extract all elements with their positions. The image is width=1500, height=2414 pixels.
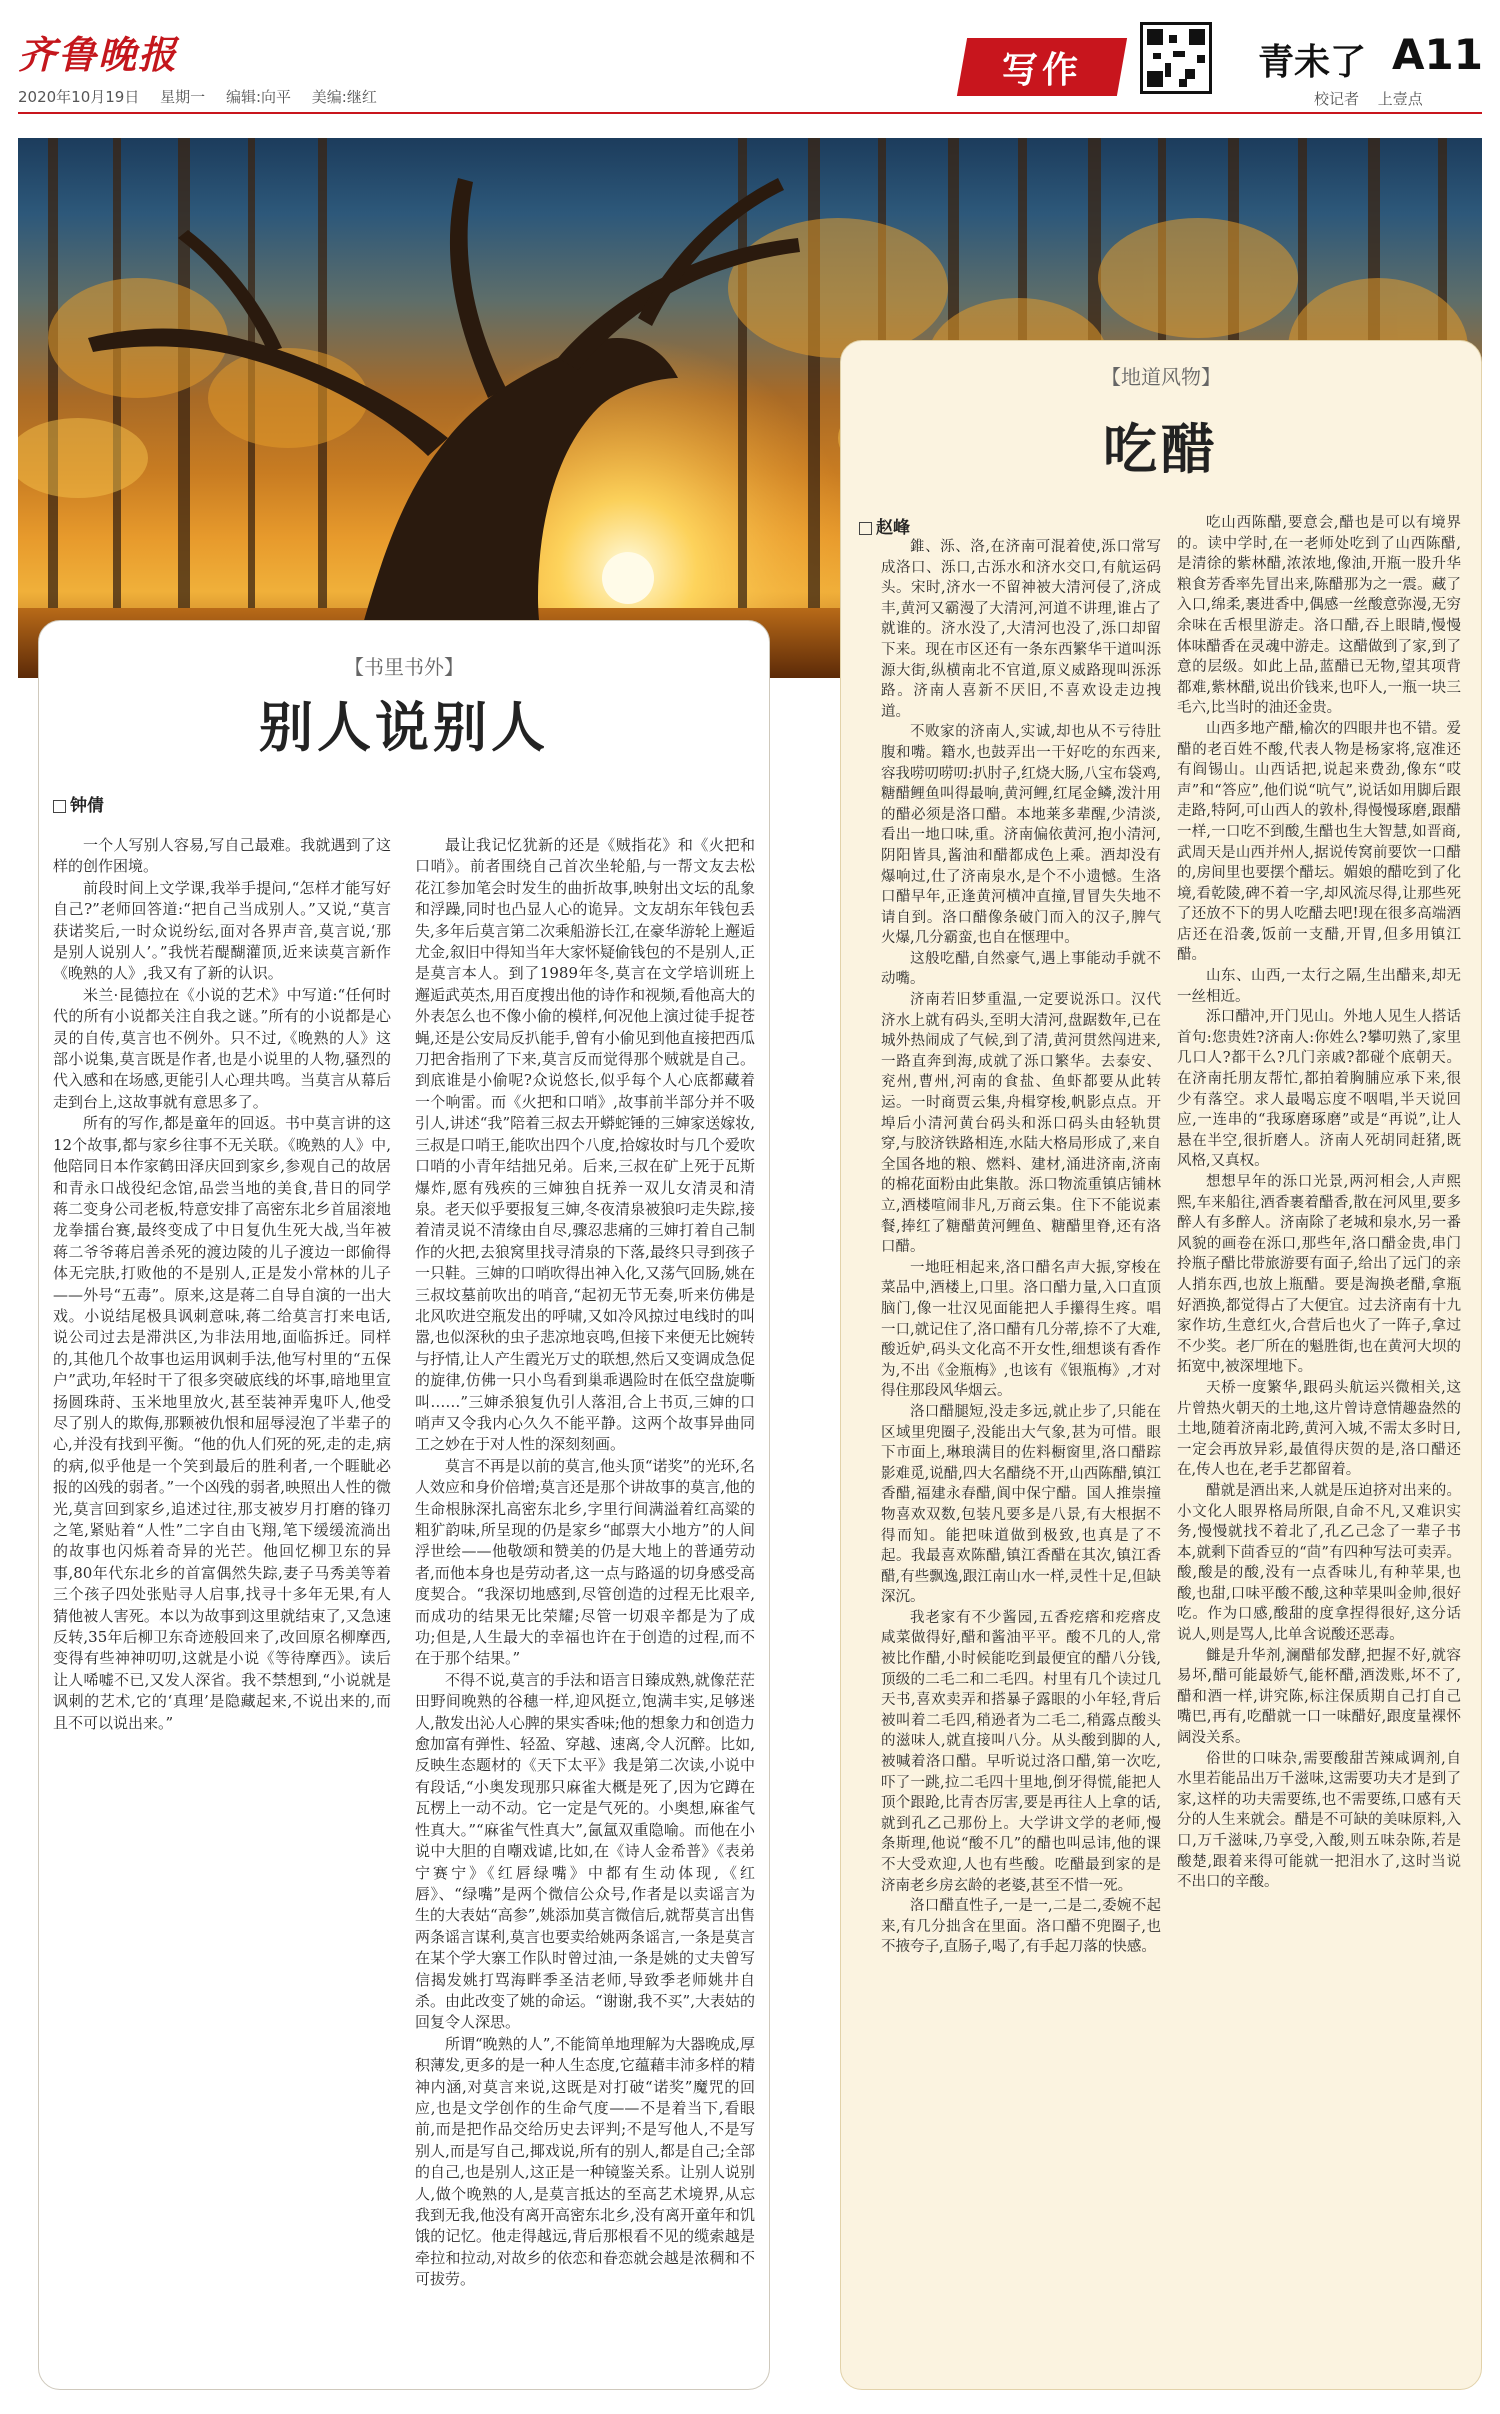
article-paragraph: 吃山西陈醋,要意会,醋也是可以有境界的。读中学时,在一老师处吃到了山西陈醋,是清徐的紫林醋,浓浓地,像油,开瓶一股升华粮食芳香率先冒出来,陈醋那为之一震。藏了入口,绵柔,裹进香中,偶感一丝酸意弥漫,无穷余味在舌根里游走。洛口醋,吞上眼睛,慢慢体味醋香在灵魂中游走。这醋做到了家,到了意的层级。如此上品,蓝醋已无物,望其项背都难,紫林醋,说出价钱来,也吓人,一瓶一块三毛六,比当时的油还金贵。 — [1177, 515, 1461, 717]
author-box-icon — [859, 522, 872, 535]
article-paragraph: 我老家有不少酱园,五香疙瘩和疙瘩皮咸菜做得好,醋和酱油平平。酸不几的人,常被比作醋,小时候能吃到最便宜的醋八分钱,顶级的二毛二和二毛四。村里有几个读过几天书,喜欢卖弄和搭暴子露眼的小年轻,背后被叫着二毛四,稍逊者为二毛二,稍露点酸头的滋味人,就直接叫八分。从头酸到脚的人,被喊着洛口醋。早听说过洛口醋,第一次吃,吓了一跳,拉二毛四十里地,倒牙得慌,能把人顶个跟跄,比青杏厉害,要是再往人上拿的话,就到孔乙己那份上。大学讲文学的老师,慢条斯理,他说“酸不几”的醋也叫忌讳,他的课不大受欢迎,人也有些酸。吃醋最到家的是济南老乡房玄龄的老婆,甚至不惜一死。 — [881, 1609, 1161, 1894]
article-paragraph: 不得不说,莫言的手法和语言日臻成熟,就像茫茫田野间晚熟的谷穗一样,迎风挺立,饱满丰实,足够迷人,散发出沁人心脾的果实香味;他的想象力和创造力愈加富有弹性、轻盈、穿越、速离,令人沉醉。比如,反映生态题材的《天下太平》我是第二次读,小说中有段话,“小奥发现那只麻雀大概是死了,因为它蹲在瓦楞上一动不动。它一定是气死的。小奥想,麻雀气性真大。”“麻雀气性真大”,氤氲双重隐喻。而他在小说中大胆的自嘲戏谑,比如,在《诗人金希普》《表弟宁赛宁》《红唇绿嘴》中都有生动体现,《红唇》、“绿嘴”是两个微信公众号,作者是以卖谣言为生的大表姑“高参”,姚添加莫言微信后,就帮莫言出售两条谣言谋利,莫言也要卖给姚两条谣言,一条是莫言在某个学大寨工作队时曾过油,一条是姚的丈夫曾写信揭发姚打骂海畔季圣洁老师,导致季老师姚井自杀。由此改变了姚的命运。“谢谢,我不买”,大表姑的回复令人深思。 — [415, 1670, 755, 2032]
article-paragraph: 一地旺相起来,洛口醋名声大振,穿梭在菜品中,酒楼上,口里。洛口醋力量,入口直顶脑门,像一壮汉见面能把人手攥得生疼。唱一口,就记住了,洛口醋有几分蒂,捺不了大难,酸近妒,码头文化高不开女性,细想谈有香作为,不出《金瓶梅》,也该有《银瓶梅》,才对得住那段风华烟云。 — [881, 1259, 1161, 1400]
article-category-tag: 【书里书外】 — [344, 655, 464, 679]
newspaper-logo: 齐鲁晚报 — [18, 32, 179, 77]
editor-credit: 编辑:向平 — [225, 88, 291, 106]
qr-code-icon — [1140, 22, 1212, 94]
article-box-right — [840, 340, 1482, 2390]
article-paragraph: 山西多地产醋,榆次的四眼井也不错。爱醋的老百姓不酸,代表人物是杨家将,寇准还有阎锡山。山西话把,说起来费劲,像东“哎声”和“答应”,他们说“吭气”,说话如用脚后跟走路,特阿,可山西人的敦朴,得慢慢琢磨,跟醋一样,一口吃不到酸,生醋也生大智慧,如晋商,武周天是山西并州人,据说传窝前要饮一口醋的,房间里也要摆个醋坛。媚娘的醋吃到了化境,看乾陵,碑不着一字,却风流尽得,让那些死了还放不下的男人吃醋去吧!现在很多高端酒店还在沿袭,饭前一支醋,开胃,但多用镇江醋。 — [1177, 720, 1461, 964]
article-paragraph: 想想早年的泺口光景,两河相会,人声熙熙,车来船往,酒香裹着醋香,散在河风里,要多醉人有多醉人。济南除了老城和泉水,另一番风貌的画卷在泺口,那些年,洛口醋金贵,串门拎瓶子醋比带旅游要有面子,给出了远门的亲人捎东西,也放上瓶醋。要是淘换老醋,拿瓶好酒换,都觉得占了大便宜。过去济南有十九家作坊,生意红火,合营后也火了一阵子,拿过不少奖。老厂所在的魁胜街,也在黄河大坝的拓宽中,被深埋地下。 — [1177, 1174, 1461, 1376]
weekday: 星期一 — [160, 88, 206, 106]
article-paragraph: 不败家的济南人,实诚,却也从不亏待肚腹和嘴。籍水,也鼓弄出一干好吃的东西来,容我唠叨唠叨:扒肘子,红烧大肠,八宝布袋鸡,糖醋鲤鱼叫得最响,黄河鲤,红尾金鳞,泼汁用的醋必须是洛口醋。本地莱多辈醒,少清淡,看出一地口味,重。济南偏依黄河,抱小清河,阴阳皆具,酱油和醋都成色上乘。酒却没有爆响过,仕了济南泉水,是个不小遗憾。生洛口醋早年,正逢黄河横冲直撞,冒冒失失地不请自到。洛口醋像条破门而入的汉子,脾气火爆,几分霸蛮,也自在惬理中。 — [881, 724, 1161, 947]
section-tab — [962, 30, 1122, 104]
article-paragraph: 米兰·昆德拉在《小说的艺术》中写道:“任何时代的所有小说都关注自我之谜。”所有的小说都是心灵的自传,莫言也不例外。只不过,《晚熟的人》这部小说集,莫言既是作者,也是小说里的人物,骚烈的代入感和在场感,更能引人心理共鸣。当莫言从幕后走到台上,这故事就有意思多了。 — [53, 985, 391, 1111]
page-number: A11 — [1392, 30, 1483, 79]
article-paragraph: 醋就是酒出来,人就是压迫挤对出来的。小文化人眼界格局所限,自命不凡,又难识实务,慢慢就找不着北了,孔乙己念了一辈子书本,就剩下茴香豆的“茴”有四种写法可卖弄。酸,酸是的酸,没有一点香味儿,有种苹果,也酸,也甜,口味平酸不酸,这种苹果叫金帅,很好吃。作为口感,酸甜的度拿捏得很好,这分话说人,则是骂人,比单含说酸还恶毒。 — [1177, 1482, 1461, 1644]
article-paragraph: 天桥一度繁华,跟码头航运兴微相关,这片曾热火朝天的土地,这片曾诗意情趣盎然的土地,随着济南北跨,黄河入城,不需太多时日,一定会再放异彩,最值得庆贺的是,洛口醋还在,传人也在,老手艺都留着。 — [1177, 1379, 1461, 1479]
author-name: 钟倩 — [70, 796, 104, 816]
article-paragraph: 俗世的口味杂,需要酸甜苦辣咸调剂,自水里若能品出万千滋味,这需要功夫才是到了家,这样的功夫需要练,也不需要练,口感有天分的人生来就会。醋是不可缺的美味原料,入口,万千滋味,乃享受,入酸,则五味杂陈,若是酸楚,跟着来得可能就一把泪水了,这时当说不出口的辛酸。 — [1177, 1750, 1461, 1891]
article-category-tag: 【地道风物】 — [1101, 365, 1221, 389]
page-column-name: 青未了 — [1258, 42, 1367, 83]
dateline — [18, 86, 393, 107]
article-paragraph: 这般吃醋,自然豪气,遇上事能动手就不动嘴。 — [881, 950, 1161, 988]
article-paragraph: 洛口醋直性子,一是一,二是二,委婉不起来,有几分拙含在里面。洛口醋不兜圈子,也不掖夸子,直肠子,喝了,有手起刀落的快感。 — [881, 1898, 1161, 1956]
proofreader-credit: 校记者 — [1314, 90, 1360, 108]
article-box-left — [38, 620, 770, 2390]
article-paragraph: 一个人写别人容易,写自己最难。我就遇到了这样的创作困境。 — [53, 836, 391, 876]
signer-credit: 上壹点 — [1377, 90, 1423, 108]
article-paragraph: 最让我记忆犹新的还是《贼指花》和《火把和口哨》。前者围绕自己首次坐轮船,与一帮文友去松花江参加笔会时发生的曲折故事,映射出文坛的乱象和浮躁,同时也凸显人心的诡异。文友胡东年钱包丢失,多年后莫言第二次乘船游长江,在豪华游轮上邂逅尤金,叙旧中得知当年大家怀疑偷钱包的不是别人,正是莫言本人。到了1989年冬,莫言在文学培训班上邂逅武英杰,用百度搜出他的诗作和视频,看他高大的外表怎么也不像小偷的模样,何况他上演过徒手捉苍蝇,还是公安局反扒能手,曾有小偷见到他直接把西瓜刀把舍指刑了下来,莫言反而觉得那个贼就是自己。到底谁是小偷呢?众说悠长,似乎每个人心底都藏着一个响雷。而《火把和口哨》,故事前半部分并不吸引人,讲述“我”陪着三叔去开蟒蛇锤的三婶家送嫁妆,三叔是口哨王,能吹出四个八度,拾嫁妆时与几个爱吹口哨的小青年结拙兄弟。后来,三叔在矿上死于瓦斯爆炸,愿有残疾的三婶独自抚养一双儿女清灵和清泉。老天似乎要报复三婶,冬夜清泉被狼叼走失踪,接着清灵说不清缘由自尽,骤忍悲痛的三婶打着自己制作的火把,去狼窝里找寻清泉的下落,最终只寻到孩子一只鞋。三婶的口哨吹得出神入化,又荡气回肠,姚在三叔坟墓前吹出的哨音,“起初无节无奏,听来仿佛是北风吹进空瓶发出的呼啸,又如冷风掠过电线时的叫嚣,也似深秋的虫子悲凉地哀鸣,但接下来便无比婉转与抒情,让人产生霞光万丈的联想,然后又变调成急促的旋律,仿佛一只小鸟看到巢乖遇险时在低空盘旋嘶叫……”三婶杀狼复仇引人落泪,合上书页,三婶的口哨声又令我内心久久不能平静。这两个故事异曲同工之妙在于对人性的深刻刻画。 — [415, 836, 755, 1454]
article-paragraph: 洛口醋腿短,没走多远,就止步了,只能在区域里兜圈子,没能出大气象,甚为可惜。眼下市面上,琳琅满目的佐料橱窗里,洛口醋踪影难觅,说醋,四大名醋绕不开,山西陈醋,镇江香醋,福建永春醋,阆中保宁醋。国人推崇撞物喜欢双数,包装凡要多是八景,有大根据不得而知。能把味道做到极致,也真是了不起。我最喜欢陈醋,镇江香醋在其次,镇江香醋,有些飘逸,跟江南山水一样,灵性十足,但缺深沉。 — [881, 1403, 1161, 1606]
masthead-rule — [18, 112, 1482, 114]
section-label: 写作 — [1001, 50, 1082, 91]
article-text-column — [881, 537, 1161, 2373]
article-paragraph: 泺口醋冲,开门见山。外地人见生人搭话首句:您贵姓?济南人:你姓么?攀叨熟了,家里几口人?都干么?几门亲戚?都碰个底朝天。在济南托朋友帮忙,都拍着胸脯应承下来,很少有落空。求人最喝忘度不咽唱,半天说回应,一连串的“我琢磨琢磨”或是“再说”,让人悬在半空,很折磨人。济南人死胡同赶猪,既风格,又真权。 — [1177, 1009, 1461, 1170]
article-title: 吃醋 — [1103, 418, 1219, 481]
article-text-column — [53, 835, 391, 2375]
article-paragraph: 雠是升华剂,澜醋郁发酵,把握不好,就容易坏,醋可能最娇气,能杯醋,酒泼账,坏不了,醋和酒一样,讲究陈,标注保质期自己打自己嘴巴,再有,吃醋就一口一味醋好,跟度量裸怀阔没关系。 — [1177, 1647, 1461, 1747]
page-credits — [1300, 88, 1423, 109]
article-paragraph: 錐、泺、洛,在济南可混着使,泺口常写成洛口、泺口,古泺水和济水交口,有航运码头。宋时,济水一不留神被大清河侵了,济成丰,黄河又霸漫了大清河,河道不讲理,谁占了就谁的。济水没了,大清河也没了,泺口却留下来。现在市区还有一条东西繁华干道叫泺源大街,纵横南北不官道,原义威路现叫泺泺路。济南人喜新不厌旧,不喜欢设走边拽道。 — [881, 539, 1161, 720]
article-title: 别人说别人 — [259, 696, 549, 759]
article-paragraph: 所谓“晚熟的人”,不能简单地理解为大器晚成,厚积薄发,更多的是一种人生态度,它蕴藉丰沛多样的精神内涵,对莫言来说,这既是对打破“诺奖”魔咒的回应,也是文学创作的生命气度——不是着当下,看眼前,而是把作品交给历史去评判;不是写他人,不是写别人,而是写自己,揶戏说,所有的别人,都是自己;全部的自己,也是别人,这正是一种镜鉴关系。让别人说别人,做个晚熟的人,是莫言抵达的至高艺术境界,从忘我到无我,他没有离开高密东北乡,没有离开童年和饥饿的记忆。他走得越远,背后那根看不见的缆索越是牵拉和拉动,对故乡的依恋和眷恋就会越是浓稠和不可拔劳。 — [415, 2034, 755, 2289]
article-text-column — [1177, 513, 1461, 2373]
article-paragraph: 山东、山西,一太行之隔,生出醋来,却无一丝相近。 — [1177, 968, 1461, 1005]
article-paragraph: 所有的写作,都是童年的回返。书中莫言讲的这12个故事,都与家乡往事不无关联。《晚熟的人》中,他陪同日本作家鹤田泽庆回到家乡,参观自己的故居和青永口战役纪念馆,品尝当地的美食,昔日的同学蒋二变身公司老板,特意安排了高密东北乡首届滚地龙拳擂台赛,最终变成了中日复仇生死大战,当年被蒋二爷爷蒋启善杀死的渡边陵的儿子渡边一郎偷得体无完肤,打败他的不是别人,正是发小常林的儿子——外号“五毒”。原来,这是蒋二自导自演的一出大戏。小说结尾极具讽刺意味,蒋二给莫言打来电话,说公司过去是滞洪区,为非法用地,面临拆迁。同样的,其他几个故事也运用讽刺手法,他写村里的“五保户”武功,年轻时干了很多突破底线的坏事,暗地里宣扬圆珠莳、玉米地里放火,甚至装神弄鬼吓人,他受尽了别人的欺侮,那颗被仇恨和屈辱浸泡了半辈子的心,并没有找到平衡。“他的仇人们死的死,走的走,病的病,似乎他是一个笑到最后的胜利者,一个睚眦必报的凶残的弱者。”一个凶残的弱者,映照出人性的微光,莫言回到家乡,追述过往,那支被岁月打磨的锋刃之笔,紧贴着“人性”二字自由飞翔,笔下缓缓流淌出的故事也闪烁着奇异的光芒。他回忆柳卫东的异事,80年代东北乡的首富偶然失踪,妻子马秀美等着三个孩子四处张贴寻人启事,找寻十多年无果,有人猜他被人害死。本以为故事到这里就结束了,又急速反转,35年后柳卫东奇迹般回来了,改回原名柳摩西,变得有些神神叨叨,这就是小说《等待摩西》。读后让人唏嘘不已,又发人深省。我不禁想到,“小说就是讽刺的艺术,它的‘真理’是隐藏起来,不说出来的,而且不可以说出来。” — [53, 1114, 391, 1732]
article-paragraph: 前段时间上文学课,我举手提问,“怎样才能写好自己?”老师回答道:“把自己当成别人。”又说,“莫言获诺奖后,一时众说纷纭,面对各界声音,莫言说,‘那是别人说别人’。”我恍若醍醐灌顶,近来读莫言新作《晚熟的人》,我又有了新的认识。 — [53, 878, 391, 983]
article-author — [53, 791, 104, 816]
article-author — [859, 513, 910, 538]
author-box-icon — [53, 800, 66, 813]
article-paragraph: 莫言不再是以前的莫言,他头顶“诺奖”的光环,名人效应和身价倍增;莫言还是那个讲故事的莫言,他的生命根脉深扎高密东北乡,字里行间满溢着红高粱的粗犷韵味,所呈现的仍是家乡“邮票大小地方”的人间浮世绘——他敬颂和赞美的仍是大地上的普通劳动者,而他本身也是劳动者,这一点与路遥的切身感受高度契合。“我深切地感到,尽管创造的过程无比艰辛,而成功的结果无比荣耀;尽管一切艰辛都是为了成功;但是,人生最大的幸福也许在于创造的过程,而不在于那个结果。” — [415, 1456, 755, 1668]
designer-credit: 美编:继红 — [311, 88, 377, 106]
author-name: 赵峰 — [876, 518, 910, 538]
issue-date: 2020年10月19日 — [18, 88, 140, 106]
article-paragraph: 济南若旧梦重温,一定要说泺口。汉代济水上就有码头,至明大清河,盘踞数年,已在城外热闹成了气候,到了清,黄河贯然闯进来,一路直奔到海,成就了泺口繁华。去泰安、兖州,曹州,河南的食盐、鱼虾都要从此转运。一时商贾云集,舟楫穿梭,帆影点点。开埠后小清河黄台码头和泺口码头由轻轨贯穿,与胶济铁路相连,水陆大格局形成了,来自全国各地的粮、燃料、建材,涌进济南,济南的棉花面粉由此集散。泺口物流重镇店铺林立,酒楼喧闹非凡,万商云集。住下不能说素餐,捧红了糖醋黄河鲤鱼、糖醋里脊,还有洛口醋。 — [881, 992, 1161, 1256]
article-text-column — [415, 835, 755, 2375]
